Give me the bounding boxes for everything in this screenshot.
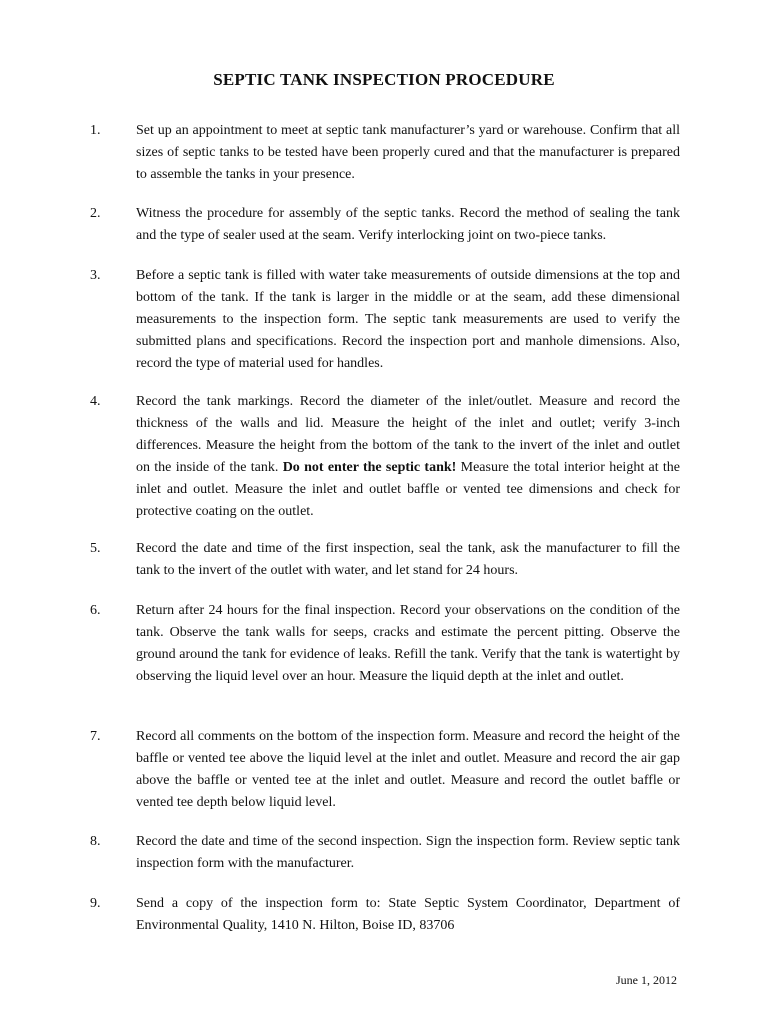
step-text: Witness the procedure for assembly of the septic tanks. Record the method of sealing the tank and the type of sealer used at the seam. Verify interlocking joint on two-piece tanks. [136, 206, 680, 243]
step-text: Set up an appointment to meet at septic tank manufacturer’s yard or warehouse. Confirm that all sizes of septic tanks to be tested have been properly cured and that the manufacturer is prepared to assemble the tanks in your presence. [136, 123, 680, 182]
step-number: 1. [90, 123, 101, 138]
step-text: Return after 24 hours for the final inspection. Record your observations on the condition of the tank. Observe the tank walls for seeps, cracks and estimate the percent pitting. Observe the ground around the tank for evidence of leaks. Refill the tank. Verify that the tank is watertight by observing the liquid level over an hour. Measure the liquid depth at the inlet and outlet. [136, 603, 680, 684]
footer-date: June 1, 2012 [616, 973, 677, 987]
warning-text: Do not enter the septic tank! [282, 460, 457, 475]
step-number: 8. [90, 834, 101, 849]
step-text: Record all comments on the bottom of the inspection form. Measure and record the height of the baffle or vented tee above the liquid level at the inlet and outlet. Measure and record the air gap above the baffle or vented tee at the inlet and outlet. Measure and record the outlet baffle or vented tee depth below liquid level. [136, 729, 680, 810]
step-number: 6. [90, 603, 101, 618]
step-text: Before a septic tank is filled with water take measurements of outside dimensions at the top and bottom of the tank. If the tank is larger in the middle or at the seam, add these dimensional measurements to the inspection form. The septic tank measurements are used to verify the submitted plans and specifications. Record the inspection port and manhole dimensions. Also, record the type of material used for handles. [136, 268, 680, 371]
step-number: 5. [90, 541, 101, 556]
step-text-part: Measure the total interior height at the inlet and outlet. Measure the inlet and outlet baffle or vented tee dimensions and check for protective coating on the outlet. [136, 460, 681, 519]
step-text: Record the date and time of the first inspection, seal the tank, ask the manufacturer to fill the tank to the invert of the outlet with water, and let stand for 24 hours. [136, 541, 680, 578]
step-text: Record the date and time of the second inspection. Sign the inspection form. Review septic tank inspection form with the manufacturer. [136, 834, 680, 871]
step-number: 4. [90, 394, 101, 409]
step-number: 2. [90, 206, 101, 221]
step-text-part: Record the tank markings. Record the diameter of the inlet/outlet. Measure and record the thickness of the walls and lid. Measure the height of the inlet and outlet; verify 3-inch differences. Measure the height from the bottom of the tank to the invert of the inlet and outlet on the inside of the tank. [136, 394, 680, 475]
page-title: SEPTIC TANK INSPECTION PROCEDURE [213, 70, 555, 89]
step-text: Send a copy of the inspection form to: State Septic System Coordinator, Department of Environmental Quality, 1410 N. Hilton, Boise ID, 83706 [136, 896, 680, 933]
step-number: 7. [90, 729, 101, 744]
step-text [136, 391, 680, 523]
step-number: 3. [90, 268, 101, 283]
step-number: 9. [90, 896, 101, 911]
